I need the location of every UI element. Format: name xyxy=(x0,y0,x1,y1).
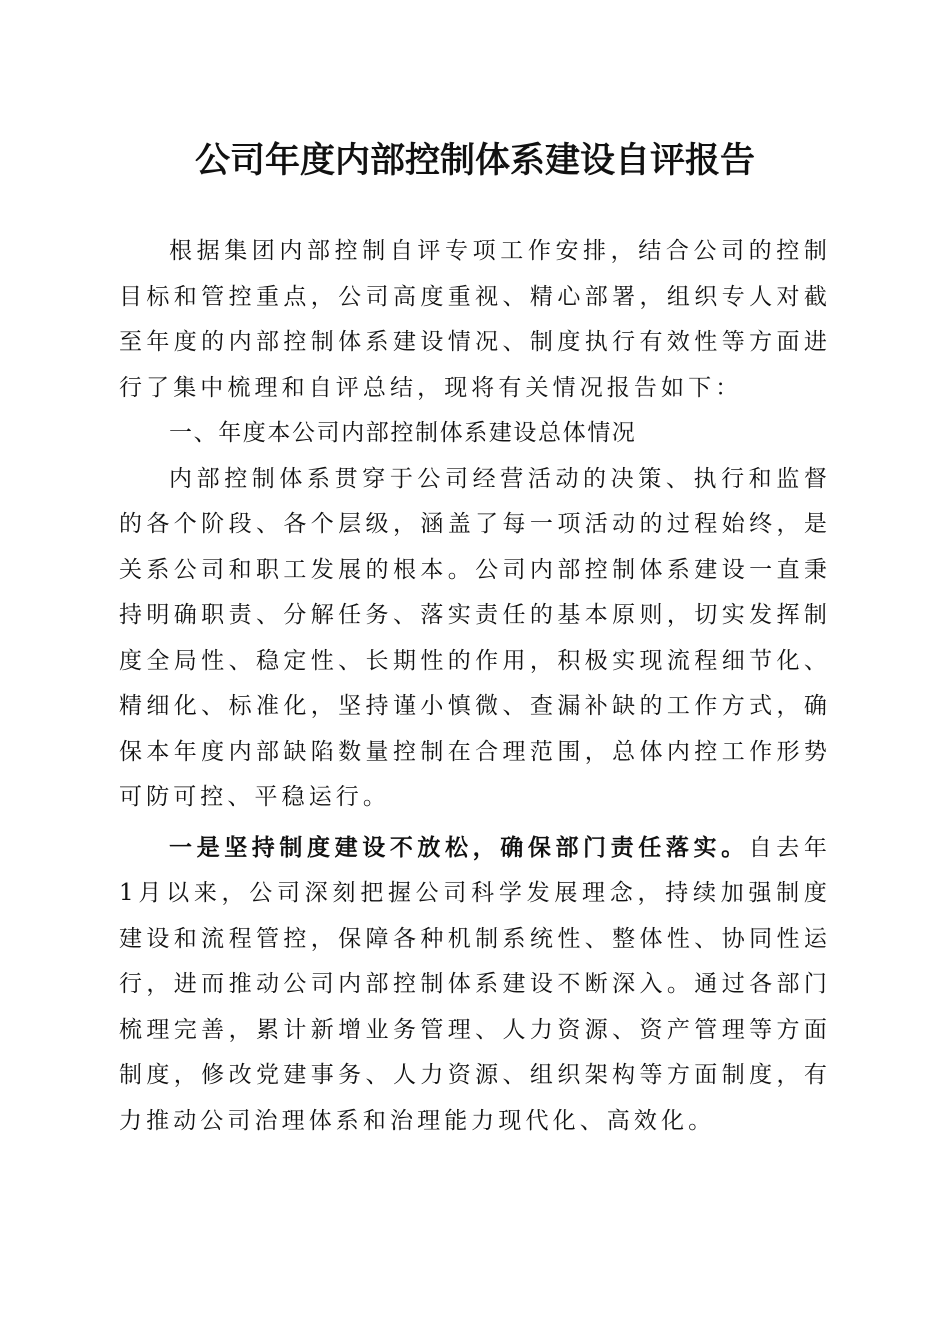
section-paragraph: 内部控制体系贯穿于公司经营活动的决策、执行和监督的各个阶段、各个层级，涵盖了每一项活动的过程始终，是关系公司和职工发展的根本。公司内部控制体系建设一直秉持明确职责、分解任务、落实责任的基本原则，切实发挥制度全局性、稳定性、长期性的作用，积极实现流程细节化、精细化、标准化，坚持谨小慎微、查漏补缺的工作方式，确保本年度内部缺陷数量控制在合理范围，总体内控工作形势可防可控、平稳运行。 xyxy=(119,465,831,810)
document-title: 公司年度内部控制体系建设自评报告 xyxy=(194,141,755,181)
point-paragraph xyxy=(119,825,831,1145)
point-text: 自去年1月以来，公司深刻把握公司科学发展理念，持续加强制度建设和流程管控，保障各种机制系统性、整体性、协同性运行，进而推动公司内部控制体系建设不断深入。通过各部门梳理完善，累计新增业务管理、人力资源、资产管理等方面制度，修改党建事务、人力资源、组织架构等方面制度，有力推动公司治理体系和治理能力现代化、高效化。 xyxy=(119,834,831,1134)
point-lead: 一是坚持制度建设不放松，确保部门责任落实。 xyxy=(169,833,749,861)
intro-paragraph: 根据集团内部控制自评专项工作安排，结合公司的控制目标和管控重点，公司高度重视、精心部署，组织专人对截至年度的内部控制体系建设情况、制度执行有效性等方面进行了集中梳理和自评总结，现将有关情况报告如下： xyxy=(119,238,831,401)
section-heading: 一、年度本公司内部控制体系建设总体情况 xyxy=(169,420,637,446)
document-body xyxy=(119,229,831,1144)
